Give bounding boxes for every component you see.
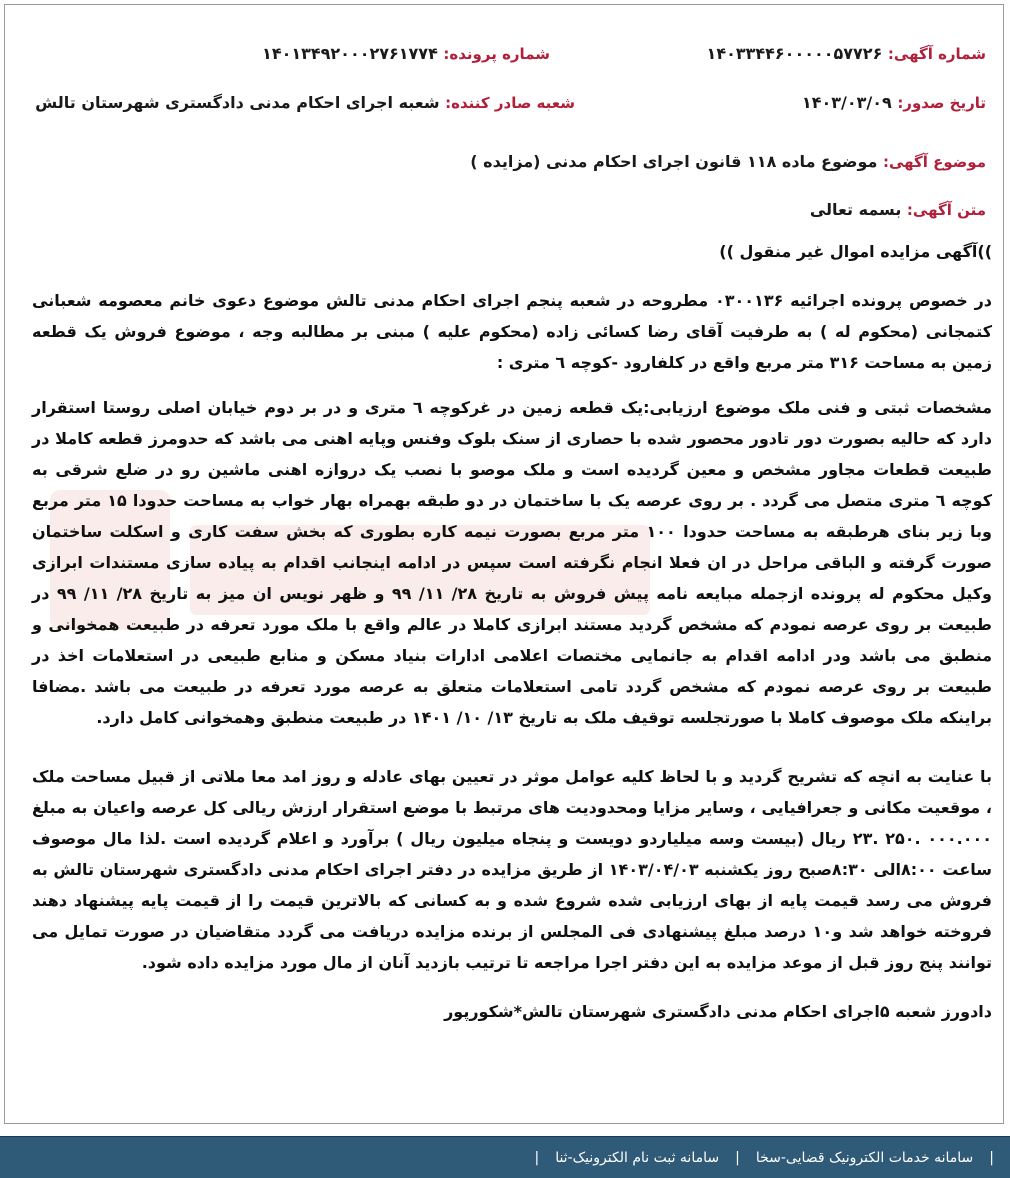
ad-title-text: ))آگهی مزایده اموال غیر منقول )) [719, 242, 992, 261]
issue-date-label: تاریخ صدور: [897, 94, 986, 112]
file-number-row [262, 44, 550, 63]
signature [32, 996, 992, 1027]
paragraph-1 [32, 285, 992, 378]
file-number-label: شماره پرونده: [443, 45, 550, 63]
ad-number-row [707, 44, 986, 63]
footer-bar [0, 1136, 1010, 1178]
ad-number-value: ۱۴۰۳۳۴۴۶۰۰۰۰۰۵۷۷۲۶ [706, 44, 883, 63]
paragraph-2 [32, 392, 992, 733]
issuer-row [35, 93, 575, 112]
body-label-row [810, 200, 986, 219]
issue-date-row [802, 93, 986, 112]
body-label: متن آگهی: [906, 201, 986, 219]
subject-row [470, 152, 986, 171]
footer-left-bar: | [534, 1149, 540, 1166]
bismillah: بسمه تعالی [809, 200, 902, 219]
ad-number-label: شماره آگهی: [887, 45, 986, 63]
footer-link-sakha[interactable]: سامانه خدمات الکترونیک قضایی-سخا [755, 1149, 974, 1166]
issuer-label: شعبه صادر کننده: [445, 94, 575, 112]
paragraph-3-text: با عنایت به انچه که تشریح گردید و با لحاظ کلیه عوامل موثر در تعیین بهای عادله و روز امد معا ملاتی از قبیل مساحت ملک ، موقعیت مکانی و جعرافیایی ، وسایر مزایا ومحدودیت های مرتبط با موضع استقرار ارزش ریالی کل عرصه واعیان به مبلغ ۰۰۰.۰۰۰ .۲۵۰ .۲۳ ریال (بیست وسه میلیاردو دویست و پنجاه میلیون ریال ) برآورد و اعلام گردیده است .لذا مال موصوف ساعت ۸:۰۰الی ۸:۳۰صبح روز یکشنبه ۱۴۰۳/۰۴/۰۳ از طریق مزایده در دفتر اجرای احکام مدنی دادگستری شهرستان تالش به فروش می رسد قیمت پایه از بهای ارزیابی شده شروع شده و به کسانی که بالاترین قیمت را از قیمت پایه پیشنهاد دهند فروخته خواهد شد و۱۰ درصد مبلغ پیشنهادی فی المجلس از برنده مزایده دریافت می گردد متقاضیان در صورت تمایل می توانند پنج روز قبل از موعد مزایده به این دفتر اجرا مراجعه تا ترتیب بازدید آنان از مال مورد مزایده داده شود. [32, 767, 993, 972]
signature-text: دادورز شعبه ۵اجرای احکام مدنی دادگستری شهرستان تالش*شکورپور [444, 1002, 992, 1021]
footer-separator: | [735, 1149, 740, 1166]
subject-label: موضوع آگهی: [882, 153, 986, 171]
ad-title [32, 236, 992, 267]
issuer-value: شعبه اجرای احکام مدنی دادگستری شهرستان تالش [35, 93, 440, 112]
subject-value: موضوع ماده ۱۱۸ قانون اجرای احکام مدنی (مزایده ) [470, 152, 878, 171]
issue-date-value: ۱۴۰۳/۰۳/۰۹ [801, 93, 892, 112]
paragraph-1-text: در خصوص پرونده اجرائیه ۰۳۰۰۱۳۶ مطروحه در شعبه پنجم اجرای احکام مدنی تالش موضوع دعوی خانم معصومه شعبانی کتمجانی (محکوم له ) به طرفیت آقای رضا کسائی زاده (محکوم علیه ) مبنی بر مطالبه وجه ، موضوع فروش یک قطعه زمین به مساحت ۳۱۶ متر مربع واقع در کلفارود -کوچه ٦ متری : [32, 291, 992, 372]
file-number-value: ۱۴۰۱۳۴۹۲۰۰۰۲۷۶۱۷۷۴ [262, 44, 438, 63]
paragraph-3 [32, 761, 992, 978]
footer-link-sana[interactable]: سامانه ثبت نام الکترونیک-ثنا [555, 1149, 720, 1166]
paragraph-2-text: مشخصات ثبتی و فنی ملک موضوع ارزیابی:یک قطعه زمین در غرکوچه ٦ متری و در بر دوم خیابان اصلی روستا استقرار دارد که حالیه بصورت دور تادور محصور شده با حصاری از سنک بلوک وفنس وپایه اهنی می باشد که حدومرز قطعه کاملا در طبیعت قطعات مجاور مشخص و معین گردیده است و ملک موصو با نصب یک دروازه اهنی ماشین رو در ضلع شرقی به کوچه ٦ متری متصل می گردد . بر روی عرصه یک با ساختمان در دو طبقه بهمراه بهار خواب به مساحت حدودا ۱۵ متر مربع وبا زیر بنای هرطبقه به مساحت حدودا ۱۰۰ متر مربع بصورت نیمه کاره بطوری که بخش سفت کاری و اسکلت ساختمان صورت گرفته و الباقی مراحل در ان فعلا انجام نگرفته است سپس در ادامه اینجانب اقدام به پیاده سازی مستندات ابرازی وکیل محکوم له پرونده ازجمله مبایعه نامه پیش فروش به تاریخ ۲۸/ ۱۱/ ۹۹ و ظهر نویس ان میز به تاریخ ۲۸/ ۱۱/ ۹۹ در طبیعت بر روی عرصه نمودم که مشخص گردید مستند ابرازی کاملا در عالم واقع با ملک مورد تعرفه در طبیعت همخوانی و منطبق می باشد ودر ادامه اقدام به جانمایی مختصات اعلامی ادارات بنیاد مسکن و منابع طبیعی در استعلامات اخذ در طبیعت بر روی عرصه نمودم که مشخص گردد تامی استعلامات متعلق به عرصه مورد تعرفه در طبیعت می باشد .مضافا براینکه ملک موصوف کاملا با صورتجلسه توقیف ملک به تاریخ ۱۳/ ۱۰/ ۱۴۰۱ در طبیعت منطبق وهمخوانی کامل دارد. [32, 398, 993, 727]
footer-right-bar: | [989, 1149, 994, 1166]
